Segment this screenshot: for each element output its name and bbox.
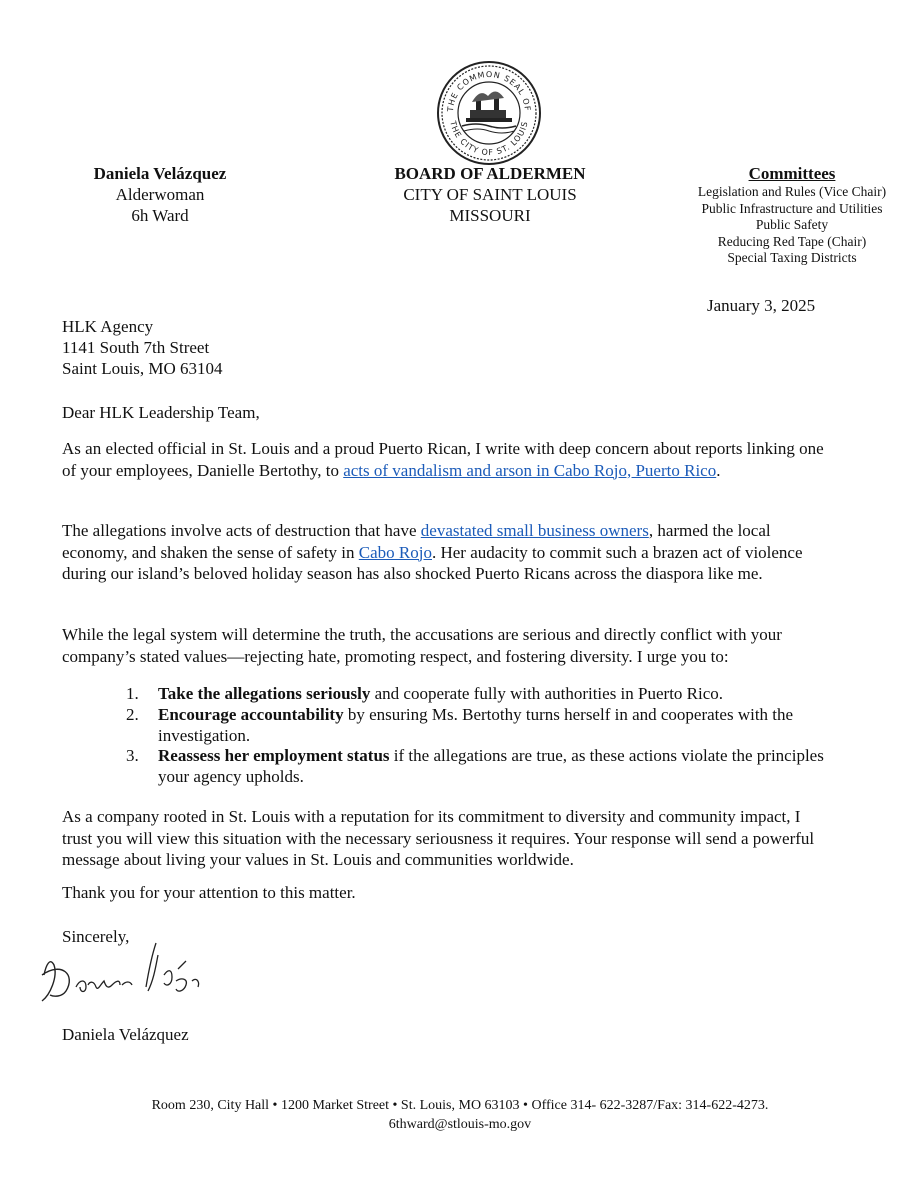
recipient-line: HLK Agency xyxy=(62,317,154,336)
list-item-text: if the allegations are true, as these actions violate the principles your agency upholds. xyxy=(158,746,824,786)
svg-text:THE CITY OF ST. LOUIS: THE CITY OF ST. LOUIS xyxy=(448,120,530,158)
vandalism-arson-link[interactable]: acts of vandalism and arson in Cabo Rojo, Puerto Rico xyxy=(343,460,717,480)
letter-date: January 3, 2025 xyxy=(707,296,816,315)
org-name: BOARD OF ALDERMEN xyxy=(394,164,586,183)
committee-item: Legislation and Rules (Vice Chair) xyxy=(697,184,887,199)
sender-ward: 6h Ward xyxy=(131,206,189,225)
paragraph-1: As an elected official in St. Louis and a proud Puerto Rican, I write with deep concern about reports linking one of your employees, Danielle Bertothy, to acts of vandalism and arson in Cabo Rojo, Puerto Rico. xyxy=(62,439,824,480)
paragraph-3: While the legal system will determine the truth, the accusations are serious and directly conflict with your company’s stated values—rejecting hate, promoting respect, and fostering diversity. I urge you to: xyxy=(62,625,782,666)
sender-name: Daniela Velázquez xyxy=(93,164,227,183)
list-item-bold: Reassess her employment status xyxy=(158,746,390,765)
committee-item: Public Safety xyxy=(755,217,829,232)
city-seal-logo xyxy=(436,60,542,166)
paragraph-5: Thank you for your attention to this matter. xyxy=(62,883,356,902)
list-number: 2. xyxy=(126,705,139,724)
organization-block xyxy=(355,163,625,226)
footer-address: Room 230, City Hall • 1200 Market Street • St. Louis, MO 63103 • Office 314- 622-3287/Fax: 314-622-4273. xyxy=(151,1098,769,1113)
salutation: Dear HLK Leadership Team, xyxy=(62,403,260,422)
committees-block xyxy=(662,163,921,267)
list-item-text: and cooperate fully with authorities in Puerto Rico. xyxy=(370,684,724,703)
list-item-bold: Take the allegations seriously xyxy=(158,684,371,703)
committee-item: Special Taxing Districts xyxy=(727,250,857,265)
sender-title: Alderwoman xyxy=(115,185,205,204)
committees-title: Committees xyxy=(748,164,836,183)
recipient-line: Saint Louis, MO 63104 xyxy=(62,359,223,378)
signatory-name: Daniela Velázquez xyxy=(62,1025,189,1044)
handwritten-signature xyxy=(36,935,236,1015)
recipient-line: 1141 South 7th Street xyxy=(62,338,210,357)
paragraph-4: As a company rooted in St. Louis with a reputation for its commitment to diversity and community impact, I trust you will view this situation with the necessary seriousness it requires. Your response will send a powerful message about living your values in St. Louis and communities worldwide. xyxy=(62,807,815,869)
small-business-owners-link[interactable]: devastated small business owners xyxy=(420,521,649,540)
list-number: 3. xyxy=(126,746,139,765)
list-item-text: by ensuring Ms. Bertothy turns herself in and cooperates with the investigation. xyxy=(158,705,794,745)
recipient-address xyxy=(62,316,223,379)
cabo-rojo-link[interactable]: Cabo Rojo xyxy=(358,542,432,562)
committee-item: Reducing Red Tape (Chair) xyxy=(717,233,867,249)
org-city: CITY OF SAINT LOUIS xyxy=(403,185,577,204)
committee-item: Public Infrastructure and Utilities xyxy=(701,200,883,216)
sender-block xyxy=(80,163,240,226)
paragraph-2: The allegations involve acts of destruction that have devastated small business owners, harmed the local economy, and shaken the sense of safety in Cabo Rojo. Her audacity to commit such a brazen act of violence during our island’s beloved holiday season has also shocked Puerto Ricans across the diaspora like me. xyxy=(62,521,803,583)
footer xyxy=(100,1096,820,1134)
list-item xyxy=(126,704,826,746)
list-item-bold: Encourage accountability xyxy=(158,705,344,724)
list-item xyxy=(126,683,826,704)
org-state: MISSOURI xyxy=(449,206,531,225)
list-number: 1. xyxy=(126,684,139,703)
svg-text:THE COMMON SEAL OF: THE COMMON SEAL OF xyxy=(445,69,533,113)
closing: Sincerely, xyxy=(62,927,130,946)
list-item xyxy=(126,745,826,787)
footer-email: 6thward@stlouis-mo.gov xyxy=(388,1117,532,1132)
